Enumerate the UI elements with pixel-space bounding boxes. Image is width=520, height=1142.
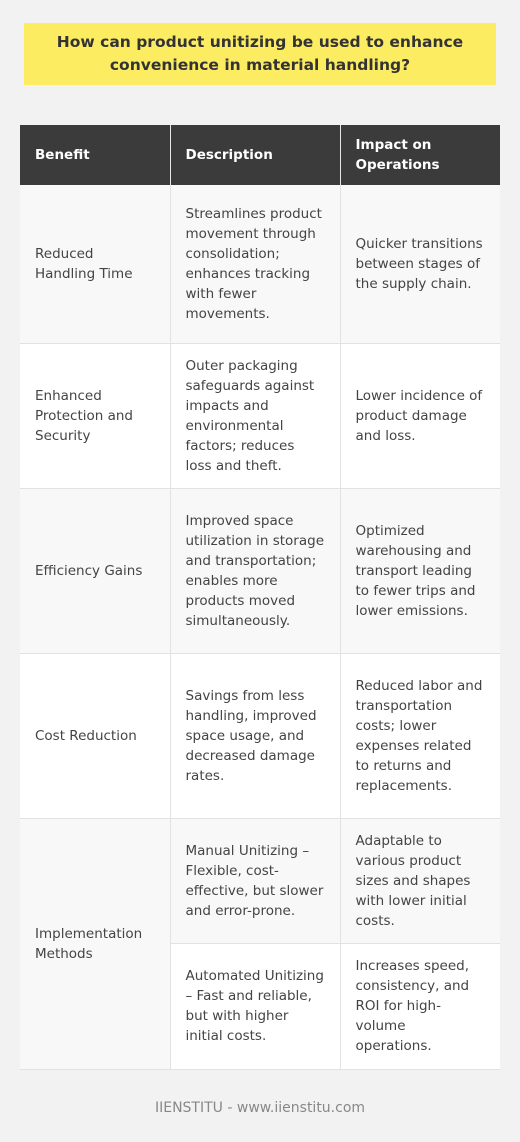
table-header-row	[20, 125, 500, 185]
row-impact: Optimized warehousing and transport leading to fewer trips and lower emissions.	[340, 488, 500, 653]
row-description: Manual Unitizing – Flexible, cost-effective, but slower and error-prone.	[170, 818, 340, 943]
row-description: Improved space utilization in storage and transportation; enables more products moved simultaneously.	[170, 488, 340, 653]
row-impact: Lower incidence of product damage and loss.	[340, 343, 500, 488]
row-benefit: Implementation Methods	[20, 818, 170, 1069]
row-description: Outer packaging safeguards against impacts and environmental factors; reduces loss and theft.	[170, 343, 340, 488]
row-benefit: Enhanced Protection and Security	[20, 343, 170, 488]
row-benefit: Cost Reduction	[20, 653, 170, 818]
row-impact: Adaptable to various product sizes and shapes with lower initial costs.	[340, 818, 500, 943]
row-impact: Increases speed, consistency, and ROI for high-volume operations.	[340, 943, 500, 1069]
header-benefit: Benefit	[20, 125, 170, 185]
page-title	[24, 23, 496, 85]
row-impact: Reduced labor and transportation costs; lower expenses related to returns and replacements.	[340, 653, 500, 818]
benefits-table	[20, 125, 500, 1070]
table-row	[20, 818, 500, 943]
header-impact: Impact on Operations	[340, 125, 500, 185]
row-description: Savings from less handling, improved space usage, and decreased damage rates.	[170, 653, 340, 818]
row-description: Automated Unitizing – Fast and reliable, but with higher initial costs.	[170, 943, 340, 1069]
row-description: Streamlines product movement through consolidation; enhances tracking with fewer movements.	[170, 185, 340, 343]
row-impact: Quicker transitions between stages of the supply chain.	[340, 185, 500, 343]
table-row	[20, 653, 500, 818]
table-row	[20, 343, 500, 488]
header-description: Description	[170, 125, 340, 185]
table-row	[20, 488, 500, 653]
table-row	[20, 185, 500, 343]
row-benefit: Reduced Handling Time	[20, 185, 170, 343]
footer-credit: IIENSTITU - www.iienstitu.com	[154, 1100, 366, 1116]
page-title-text: How can product unitizing be used to enhance convenience in material handling?	[56, 33, 464, 74]
row-benefit: Efficiency Gains	[20, 488, 170, 653]
